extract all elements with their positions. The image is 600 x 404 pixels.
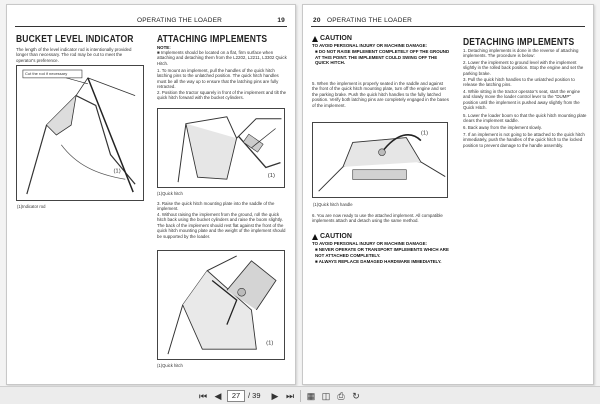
caution-intro: TO AVOID PERSONAL INJURY OR MACHINE DAMAGE:: [312, 241, 427, 246]
header-title: OPERATING THE LOADER: [327, 17, 413, 24]
figure-caption: (1)Quick hitch: [157, 363, 183, 368]
quick-hitch-mounting-illustration: [158, 251, 284, 359]
detach-step-5: 5. Lower the loader boom so that the quick hitch mounting plate clears the implement saddle.: [463, 113, 587, 124]
page-total: / 39: [248, 391, 261, 400]
quick-hitch-handle-illustration: [313, 123, 447, 197]
note-body: ■ Implements should be located on a flat, firm surface when attaching and detaching them from the L2202, L2211, L3302 Quick Hitch.: [157, 50, 287, 66]
quick-hitch-figure-1: [157, 108, 285, 188]
fig-label: Cut the rod if necessary: [25, 71, 68, 76]
caution-body: ■ DO NOT RAISE IMPLEMENT COMPLETELY OFF THE GROUND AT THIS POINT. THE IMPLEMENT COULD SWING OFF THE QUICK HITCH.: [315, 49, 450, 66]
section-heading: DETACHING IMPLEMENTS: [463, 37, 575, 48]
last-page-icon[interactable]: ⏭: [285, 390, 295, 401]
left-page: [6, 4, 296, 385]
svg-text:(1): (1): [266, 340, 274, 347]
step-5: 5. When the implement is properly seated in the saddle and against the front of the quick hitch mounting plate, turn off the engine and set the parking brake. Push the quick hitch handles to the fully latched position. Verify both latching pins are completely engaged in the bases of the implement.: [312, 81, 449, 108]
figure-caption: (1)Quick hitch: [157, 191, 183, 196]
detach-step-1: 1. Detaching implements is done in the reverse of attaching implements. The procedure is below:: [463, 48, 579, 59]
caution-title: CAUTION: [320, 233, 352, 240]
caution-intro: TO AVOID PERSONAL INJURY OR MACHINE DAMAGE:: [312, 43, 427, 48]
caution-bullet-2: ■ ALWAYS REPLACE DAMAGED HARDWARE IMMEDIATELY.: [315, 259, 442, 265]
prev-page-icon[interactable]: ◀: [214, 390, 222, 401]
first-page-icon[interactable]: ⏮: [198, 390, 208, 401]
page-number: 20: [313, 17, 321, 24]
detach-step-4: 4. While sitting in the tractor operator's seat, start the engine and slowly move the loader control lever to the "DUMP" position until the implement is pushed away slightly from the Quick Hitch.: [463, 89, 581, 111]
step-6: 6. You are now ready to use the attached implement. All compatible implements attach and detach using the same method.: [312, 213, 443, 224]
warning-icon: [312, 234, 318, 240]
svg-text:(1): (1): [113, 168, 121, 175]
figure-caption: (1)Quick hitch handle: [313, 202, 353, 207]
step-2: 2. Position the tractor squarely in front of the implement and tilt the quick hitch forward with the bucket cylinders.: [157, 90, 287, 101]
detach-step-6: 6. Back away from the implement slowly.: [463, 125, 542, 130]
detach-step-7: 7. If an implement is not going to be attached to the quick hitch immediately, push the handles of the quick hitch to the locked position to prevent damage to the handle assembly.: [463, 132, 585, 148]
section-heading: BUCKET LEVEL INDICATOR: [16, 34, 134, 45]
note-label: NOTE:: [157, 45, 171, 50]
warning-icon: [312, 36, 318, 42]
figure-caption: (1)Indicator rod: [17, 204, 46, 209]
caution-box-2: [312, 233, 452, 265]
fit-page-icon[interactable]: ▦: [306, 390, 316, 401]
toolbar-separator: [300, 390, 301, 402]
bucket-indicator-illustration: [17, 66, 143, 200]
section-heading: ATTACHING IMPLEMENTS: [157, 34, 268, 45]
caution-title: CAUTION: [320, 35, 352, 42]
page-number: 19: [277, 17, 285, 24]
next-page-icon[interactable]: ▶: [271, 390, 279, 401]
indicator-rod-figure: [16, 65, 144, 201]
page-header: [311, 15, 585, 27]
svg-text:(1): (1): [420, 130, 429, 137]
print-icon[interactable]: ⎙: [337, 390, 345, 401]
page-header: [15, 15, 287, 27]
quick-hitch-figure-2: [157, 250, 285, 360]
header-title: OPERATING THE LOADER: [137, 17, 223, 24]
quick-hitch-handle-figure: [312, 122, 448, 198]
caution-box-1: [312, 35, 452, 66]
detach-step-2: 2. Lower the implement to ground level with the implement slightly in the rolled back position. Stop the engine and set the parking brake.: [463, 60, 584, 76]
step-1: 1. To mount an implement, pull the handles of the quick hitch latching pins to the unlatched position. The quick hitch handles must be all the way up to ensure that the latching pins are fully retracted.: [157, 68, 279, 90]
quick-hitch-illustration: [158, 109, 284, 187]
rotate-icon[interactable]: ↻: [352, 390, 360, 401]
step-3: 3. Raise the quick hitch mounting plate into the saddle of the implement.: [157, 201, 275, 212]
step-4: 4. Without raising the implement from the ground, roll the quick hitch back using the bucket cylinders and raise the boom slightly. The back of the implement should rest flat against the front of the quick hitch mounting plate and the weight of the implement should be supported by the loader.: [157, 212, 286, 239]
caution-bullet-1: ■ NEVER OPERATE OR TRANSPORT IMPLEMENTS WHICH ARE NOT ATTACHED COMPLETELY.: [315, 247, 449, 258]
two-page-icon[interactable]: ◫: [321, 390, 331, 401]
viewer-toolbar: [0, 386, 600, 404]
svg-text:(1): (1): [267, 173, 275, 180]
section-body: The length of the level indicator rod is intentionally provided longer than necessary. The rod may be cut to meet the operator's preference.: [16, 47, 132, 63]
right-page: [302, 4, 594, 385]
detach-step-3: 3. Pull the quick hitch handles to the unlatched position to release the latching pins.: [463, 77, 575, 88]
page-number-input[interactable]: 27: [227, 390, 245, 402]
